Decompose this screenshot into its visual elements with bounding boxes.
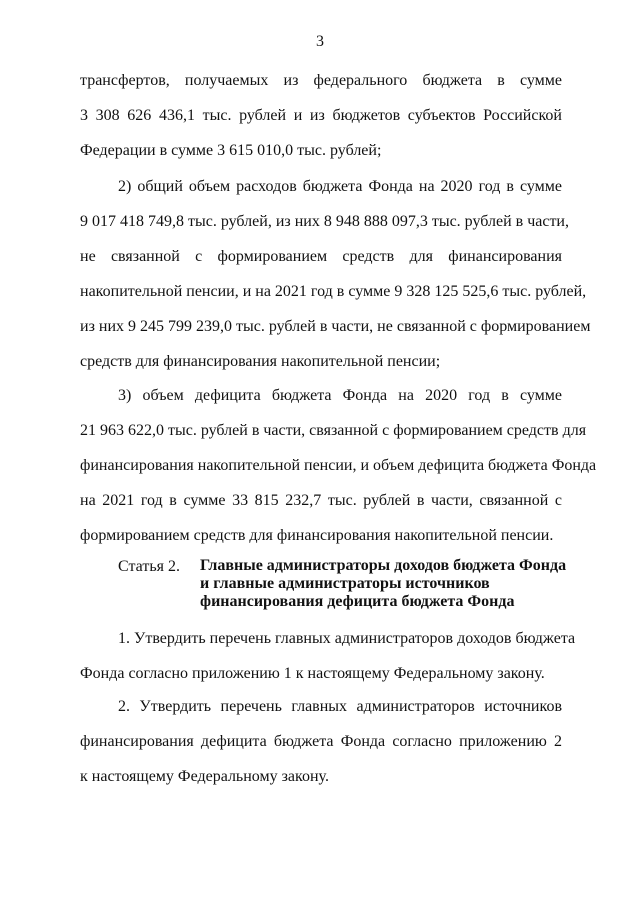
article-label: Статья 2.: [118, 558, 180, 575]
text-line: средств для финансирования накопительной пенсии;: [80, 353, 441, 370]
text-line: на 2021 год в сумме 33 815 232,7 тыс. рублей в части, связанной с: [80, 492, 562, 509]
text-line: Федерации в сумме 3 615 010,0 тыс. рублей;: [80, 142, 382, 159]
article-title-line: финансирования дефицита бюджета Фонда: [200, 593, 515, 610]
text-line: финансирования дефицита бюджета Фонда согласно приложению 2: [80, 733, 562, 750]
article-title-line: Главные администраторы доходов бюджета Фонда: [200, 557, 567, 574]
text-line: накопительной пенсии, и на 2021 год в сумме 9 328 125 525,6 тыс. рублей,: [80, 283, 587, 300]
text-line: 2. Утвердить перечень главных администраторов источников: [118, 698, 562, 715]
text-line: формированием средств для финансирования накопительной пенсии.: [80, 527, 554, 544]
text-line: из них 9 245 799 239,0 тыс. рублей в части, не связанной с формированием: [80, 318, 591, 335]
text-line: 3) объем дефицита бюджета Фонда на 2020 год в сумме: [118, 387, 562, 404]
text-line: 2) общий объем расходов бюджета Фонда на 2020 год в сумме: [118, 178, 562, 195]
article-title: [200, 557, 567, 611]
text-line: 1. Утвердить перечень главных администраторов доходов бюджета: [118, 630, 576, 647]
text-line: не связанной с формированием средств для финансирования: [80, 248, 562, 265]
page-number: 3: [316, 33, 324, 50]
text-line: трансфертов, получаемых из федерального бюджета в сумме: [80, 72, 562, 89]
text-line: к настоящему Федеральному закону.: [80, 768, 329, 785]
text-line: 21 963 622,0 тыс. рублей в части, связанной с формированием средств для: [80, 422, 587, 439]
text-line: 3 308 626 436,1 тыс. рублей и из бюджетов субъектов Российской: [80, 107, 562, 124]
text-line: Фонда согласно приложению 1 к настоящему Федеральному закону.: [80, 665, 545, 682]
text-line: 9 017 418 749,8 тыс. рублей, из них 8 948 888 097,3 тыс. рублей в части,: [80, 213, 569, 230]
text-line: финансирования накопительной пенсии, и объем дефицита бюджета Фонда: [80, 457, 597, 474]
article-title-line: и главные администраторы источников: [200, 575, 490, 592]
